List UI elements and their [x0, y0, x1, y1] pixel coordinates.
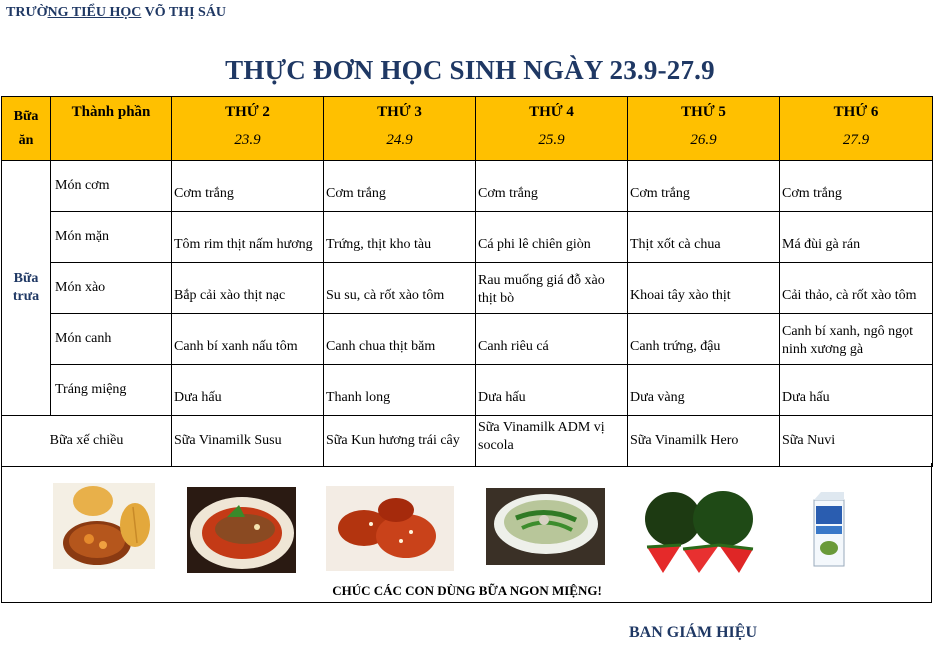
- menu-cell: Rau muống giá đỗ xào thịt bò: [476, 263, 628, 314]
- table-row: [2, 161, 933, 212]
- menu-cell: Dưa vàng: [628, 365, 780, 416]
- menu-cell: Sữa Nuvi: [780, 416, 933, 467]
- dish-type-label: Món mặn: [51, 212, 172, 263]
- table-row: [2, 212, 933, 263]
- menu-cell: Cơm trắng: [172, 161, 324, 212]
- dish-type-label: Món canh: [51, 314, 172, 365]
- ingredient-column-header: Thành phần: [51, 97, 172, 161]
- menu-cell: Khoai tây xào thịt: [628, 263, 780, 314]
- menu-cell: Dưa hấu: [172, 365, 324, 416]
- page-title: THỰC ĐƠN HỌC SINH NGÀY 23.9-27.9: [225, 55, 715, 85]
- menu-cell: Thanh long: [324, 365, 476, 416]
- menu-cell: Canh chua thịt băm: [324, 314, 476, 365]
- day-header-wed: THỨ 4 25.9: [476, 97, 628, 161]
- menu-cell: Canh riêu cá: [476, 314, 628, 365]
- menu-cell: Sữa Kun hương trái cây: [324, 416, 476, 467]
- menu-cell: Canh trứng, đậu: [628, 314, 780, 365]
- signature-label: BAN GIÁM HIỆU: [629, 624, 758, 641]
- menu-cell: Canh bí xanh nấu tôm: [172, 314, 324, 365]
- menu-cell: Cá phi lê chiên giòn: [476, 212, 628, 263]
- menu-cell: Cải thảo, cà rốt xào tôm: [780, 263, 933, 314]
- dish-type-label: Món xào: [51, 263, 172, 314]
- soup-image: [486, 488, 605, 565]
- meal-column-header: Bữa ăn: [2, 97, 51, 161]
- school-name: TRƯỜNG TIỂU HỌC VÕ THỊ SÁU: [6, 5, 227, 20]
- day-header-fri: THỨ 6 27.9: [780, 97, 933, 161]
- menu-cell: Cơm trắng: [628, 161, 780, 212]
- table-row: [2, 365, 933, 416]
- menu-cell: Bắp cải xào thịt nạc: [172, 263, 324, 314]
- meat-dish-image: [326, 486, 454, 571]
- dish-type-label: Tráng miệng: [51, 365, 172, 416]
- bread-stew-image: [53, 483, 155, 569]
- snack-label: Bữa xế chiều: [2, 416, 172, 467]
- menu-cell: Sữa Vinamilk Susu: [172, 416, 324, 467]
- menu-cell: Cơm trắng: [780, 161, 933, 212]
- watermelon-image: [643, 485, 756, 575]
- day-header-mon: THỨ 2 23.9: [172, 97, 324, 161]
- milk-carton-image: [811, 490, 847, 569]
- header-row: [2, 97, 933, 161]
- menu-cell: Trứng, thịt kho tàu: [324, 212, 476, 263]
- menu-cell: Canh bí xanh, ngô ngọt ninh xương gà: [780, 314, 933, 365]
- menu-cell: Má đùi gà rán: [780, 212, 933, 263]
- menu-cell: Sữa Vinamilk Hero: [628, 416, 780, 467]
- menu-cell: Sữa Vinamilk ADM vị socola: [476, 416, 628, 467]
- snack-row: [2, 416, 933, 467]
- dish-type-label: Món cơm: [51, 161, 172, 212]
- lunch-label: Bữa trưa: [2, 161, 51, 416]
- table-row: [2, 314, 933, 365]
- menu-table: [1, 96, 933, 467]
- menu-cell: Su su, cà rốt xào tôm: [324, 263, 476, 314]
- day-header-thu: THỨ 5 26.9: [628, 97, 780, 161]
- day-header-tue: THỨ 3 24.9: [324, 97, 476, 161]
- menu-cell: Dưa hấu: [780, 365, 933, 416]
- menu-cell: Dưa hấu: [476, 365, 628, 416]
- slogan: CHÚC CÁC CON DÙNG BỮA NGON MIỆNG!: [332, 583, 602, 598]
- menu-cell: Tôm rim thịt nấm hương: [172, 212, 324, 263]
- table-row: [2, 263, 933, 314]
- fish-dish-image: [187, 487, 296, 573]
- menu-cell: Cơm trắng: [324, 161, 476, 212]
- menu-cell: Cơm trắng: [476, 161, 628, 212]
- menu-cell: Thịt xốt cà chua: [628, 212, 780, 263]
